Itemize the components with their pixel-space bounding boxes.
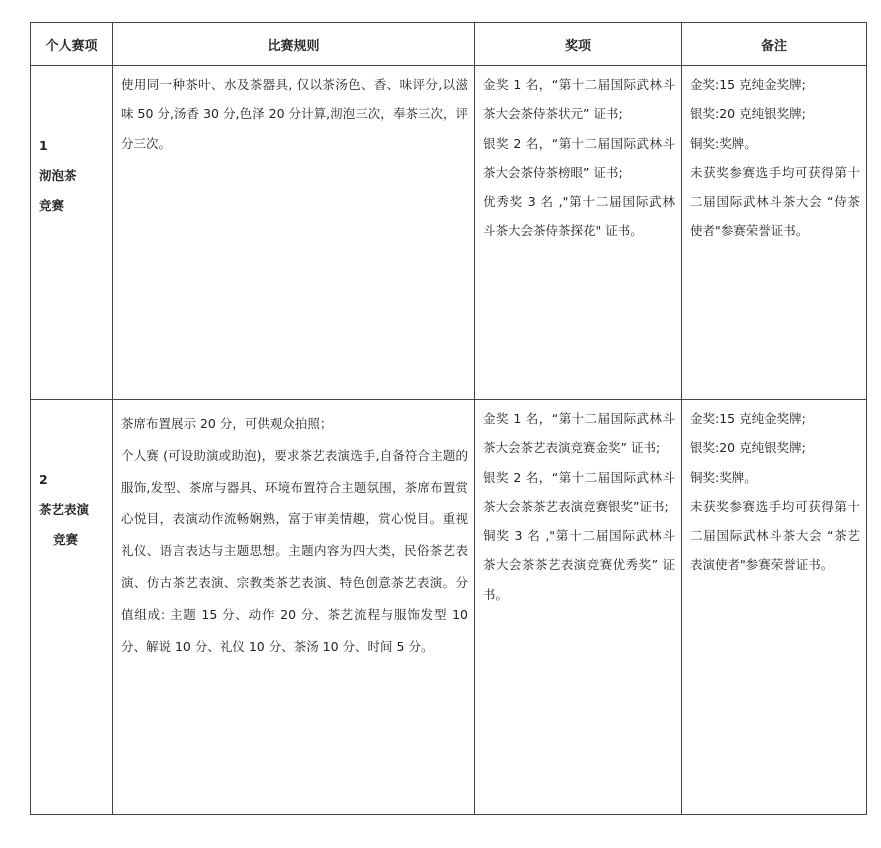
award-silver: 银奖 2 名，“第十二届国际武林斗茶大会茶侍茶榜眼” 证书; (483, 135, 675, 180)
note-bronze: 铜奖:奖牌。 (690, 469, 757, 485)
award-merit: 优秀奖 3 名 ,"第十二届国际武林斗茶大会茶侍茶探花" 证书。 (483, 194, 675, 239)
rules-text: 茶席布置展示 20 分，可供观众拍照； (121, 416, 333, 431)
header-awards: 奖项 (475, 23, 682, 66)
rules-cell (113, 400, 475, 815)
note-gold: 金奖:15 克纯金奖牌; (690, 77, 806, 92)
event-number: 1 (39, 138, 48, 153)
rules-text: 使用同一种茶叶、水及茶器具, 仅以茶汤色、香、味评分,以滋味 50 分,汤香 30 分,色泽 20 分计算,沏泡三次，奉茶三次，评分三次。 (121, 77, 468, 151)
event-number: 2 (39, 472, 48, 487)
event-name-line: 茶艺表演 (39, 502, 90, 517)
note-silver: 银奖:20 克纯银奖牌; (690, 440, 806, 456)
event-cell (31, 400, 113, 815)
award-bronze: 铜奖 3 名 ,"第十二届国际武林斗茶大会茶茶艺表演竞赛优秀奖” 证书。 (483, 528, 675, 602)
note-bronze: 铜奖:奖牌。 (690, 135, 757, 151)
header-notes: 备注 (682, 23, 867, 66)
note-silver: 银奖:20 克纯银奖牌; (690, 106, 806, 122)
header-rules: 比赛规则 (113, 23, 475, 66)
header-event: 个人赛项 (31, 23, 113, 66)
header-row (31, 23, 867, 66)
note-gold: 金奖:15 克纯金奖牌; (690, 411, 806, 426)
awards-cell (475, 400, 682, 815)
table-row (31, 400, 867, 815)
award-gold: 金奖 1 名，“第十二届国际武林斗茶大会茶艺表演竞赛金奖” 证书; (483, 411, 675, 456)
awards-cell (475, 66, 682, 400)
competition-table (30, 22, 867, 815)
rules-text: 个人赛 (可设助演或助泡)，要求茶艺表演选手,自备符合主题的服饰,发型、茶席与器具、环境布置符合主题氛围，茶席布置赏心悦目，表演动作流畅娴熟，富于审美情趣，赏心悦目。重视礼仪、语言表达与主题思想。主题内容为四大类，民俗茶艺表演、仿古茶艺表演、宗教类茶艺表演、特色创意茶艺表演。分值组成: 主题 15 分、动作 20 分、茶艺流程与服饰发型 10 分、解说 10 分、礼仪 10 分、茶汤 10 分、时间 5 分。 (121, 447, 468, 654)
event-name-line: 竞赛 (39, 198, 65, 213)
table-row (31, 66, 867, 400)
award-silver: 银奖 2 名，“第十二届国际武林斗茶大会茶茶艺表演竞赛银奖”证书; (483, 469, 675, 514)
event-cell (31, 66, 113, 400)
event-name-line: 竞赛 (53, 532, 79, 547)
rules-cell (113, 66, 475, 400)
notes-cell (682, 66, 867, 400)
event-name-line: 沏泡茶 (39, 168, 77, 183)
note-participation: 未获奖参赛选手均可获得第十二届国际武林斗茶大会 “侍茶使者"参赛荣誉证书。 (690, 164, 860, 239)
award-gold: 金奖 1 名，“第十二届国际武林斗茶大会茶侍茶状元” 证书; (483, 77, 675, 122)
note-participation: 未获奖参赛选手均可获得第十二届国际武林斗茶大会 “茶艺表演使者"参赛荣誉证书。 (690, 498, 860, 573)
notes-cell (682, 400, 867, 815)
